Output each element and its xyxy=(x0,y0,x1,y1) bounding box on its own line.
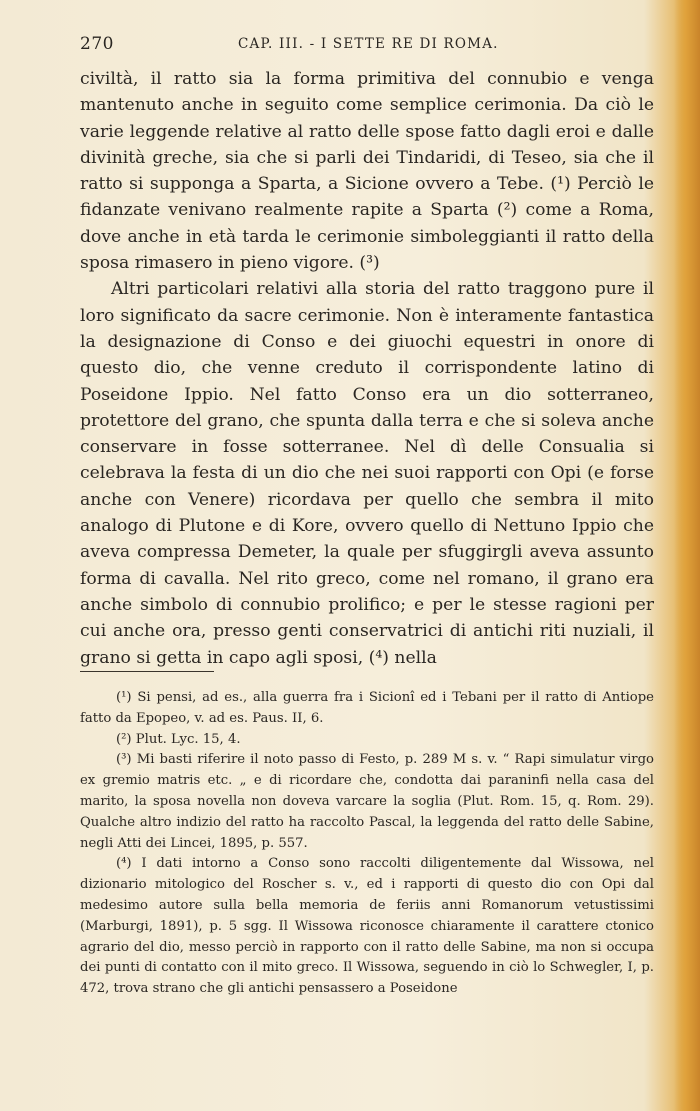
paragraph-2: Altri particolari relativi alla storia del ratto traggono pure il loro significato da sacre cerimonie. Non è interamente fantastica la designazione di Conso e dei giuochi equestri in onore di questo dio, che venne creduto il corrispondente latino di Poseidone Ippio. Nel fatto Conso era un dio sotterraneo, protettore del grano, che spunta dalla terra e che si soleva anche conservare in fosse sotterranee. Nel dì delle Consualia si celebrava la festa di un dio che nei suoi rapporti con Opi (e forse anche con Venere) ricordava per quello che sembra il mito analogo di Plutone e di Kore, ovvero quello di Nettuno Ippio che aveva compressa Demeter, la quale per sfuggirgli aveva assunto forma di cavalla. Nel rito greco, come nel romano, il grano era anche simbolo di connubio prolifico; e per le stesse ragioni per cui anche ora, presso genti conservatrici di antichi riti nuziali, il grano si getta in capo agli sposi, (⁴) nella xyxy=(80,279,654,668)
running-title: CAP. III. - I SETTE RE DI ROMA. xyxy=(238,36,499,52)
footnote-2: (²) Plut. Lyc. 15, 4. xyxy=(116,731,241,747)
footnote-separator xyxy=(80,671,214,672)
page-header xyxy=(80,34,654,58)
footnote-3: (³) Mi basti riferire il noto passo di Festo, p. 289 M s. v. “ Rapi simulatur virgo ex gremio matris etc. „ e di ricordare che, condotta dai paraninfi nella casa del marito, la sposa novella non doveva varcare la soglia (Plut. Rom. 15, q. Rom. 29). Qualche altro indizio del ratto ha raccolto Pascal, la leggenda del ratto delle Sabine, negli Atti dei Lincei, 1895, p. 557. xyxy=(80,752,654,851)
page-number: 270 xyxy=(80,34,114,54)
footnote-1: (¹) Si pensi, ad es., alla guerra fra i Sicionî ed i Tebani per il ratto di Antiope fatto da Epopeo, v. ad es. Paus. II, 6. xyxy=(80,690,654,726)
page-edge-shadow xyxy=(674,0,700,1111)
footnote-4: (⁴) I dati intorno a Conso sono raccolti diligentemente dal Wissowa, nel dizionario mitologico del Roscher s. v., ed i rapporti di questo dio con Opi dal medesimo autore sulla bella memoria de feriis anni Romanorum vetustissimi (Marburgi, 1891), p. 5 sgg. Il Wissowa riconosce chiaramente il carattere ctonico agrario del dio, messo perciò in rapporto con il ratto delle Sabine, ma non si occupa dei punti di contatto con il mito greco. Il Wissowa, seguendo in ciò lo Schwegler, I, p. 472, trova strano che gli antichi pensassero a Poseidone xyxy=(80,856,654,997)
footnotes xyxy=(80,688,654,1000)
main-text xyxy=(80,66,654,671)
paragraph-1: civiltà, il ratto sia la forma primitiva del connubio e venga mantenuto anche in seguito come semplice cerimonia. Da ciò le varie leggende relative al ratto delle spose fatto dagli eroi e dalle divinità greche, sia che si parli dei Tindaridi, di Teseo, sia che il ratto si supponga a Sparta, a Sicione ovvero a Tebe. (¹) Perciò le fidanzate venivano realmente rapite a Sparta (²) come a Roma, dove anche in età tarda le cerimonie simboleggianti il ratto della sposa rimasero in pieno vigore. (³) xyxy=(80,69,654,274)
